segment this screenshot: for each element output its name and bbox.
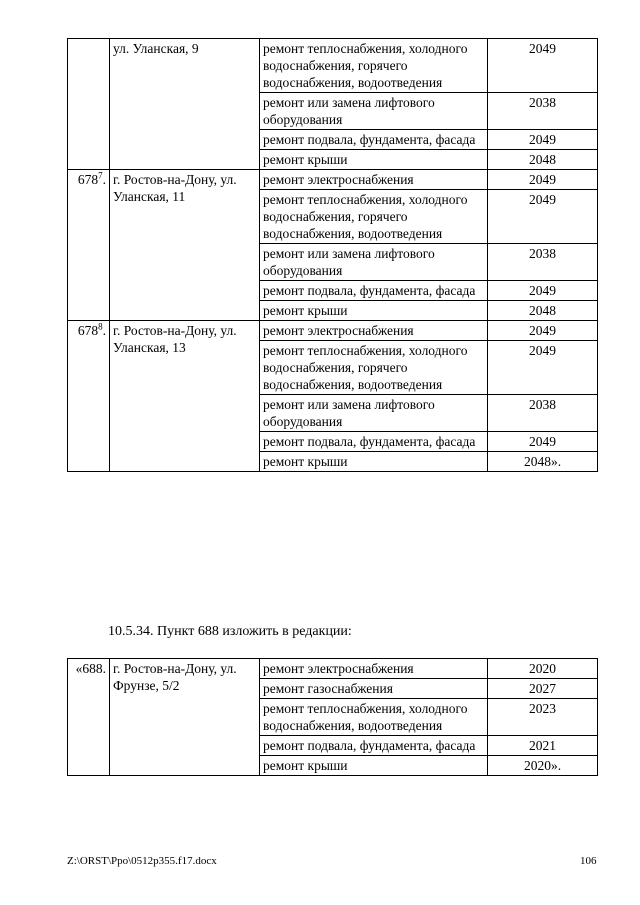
work-type-cell: ремонт крыши [260,150,488,170]
year-cell: 2038 [488,244,598,281]
amendment-paragraph: 10.5.34. Пункт 688 изложить в редакции: [108,624,352,639]
work-type-cell: ремонт подвала, фундамента, фасада [260,736,488,756]
table-row [68,321,598,341]
address-cell: г. Ростов-на-Дону, ул. Уланская, 13 [110,321,260,472]
year-cell: 2048». [488,452,598,472]
works-table-continued [67,38,598,472]
year-cell: 2020». [488,756,598,776]
work-type-cell: ремонт подвала, фундамента, фасада [260,281,488,301]
work-type-cell: ремонт или замена лифтового оборудования [260,395,488,432]
work-type-cell: ремонт крыши [260,756,488,776]
work-type-cell: ремонт электроснабжения [260,659,488,679]
work-type-cell: ремонт теплоснабжения, холодного водоснабжения, горячего водоснабжения, водоотведения [260,39,488,93]
work-type-cell: ремонт теплоснабжения, холодного водоснабжения, водоотведения [260,699,488,736]
year-cell: 2049 [488,281,598,301]
year-cell: 2038 [488,93,598,130]
work-type-cell: ремонт крыши [260,301,488,321]
footer-page-number: 106 [580,855,597,867]
item-number-superscript: 8 [98,321,103,332]
year-cell: 2048 [488,301,598,321]
work-type-cell: ремонт подвала, фундамента, фасада [260,432,488,452]
table-row [68,39,598,93]
address-cell: г. Ростов-на-Дону, ул. Уланская, 11 [110,170,260,321]
address-cell: ул. Уланская, 9 [110,39,260,170]
item-number-superscript: 7 [98,170,103,181]
work-type-cell: ремонт теплоснабжения, холодного водоснабжения, горячего водоснабжения, водоотведения [260,341,488,395]
table-row [68,659,598,679]
item-number: 678 [77,172,99,187]
work-type-cell: ремонт электроснабжения [260,170,488,190]
work-type-cell: ремонт или замена лифтового оборудования [260,93,488,130]
year-cell: 2023 [488,699,598,736]
year-cell: 2049 [488,39,598,93]
work-type-cell: ремонт подвала, фундамента, фасада [260,130,488,150]
works-table-688 [67,658,598,776]
year-cell: 2049 [488,190,598,244]
work-type-cell: ремонт теплоснабжения, холодного водоснабжения, горячего водоснабжения, водоотведения [260,190,488,244]
year-cell: 2027 [488,679,598,699]
year-cell: 2038 [488,395,598,432]
work-type-cell: ремонт газоснабжения [260,679,488,699]
work-type-cell: ремонт или замена лифтового оборудования [260,244,488,281]
item-number-cell [68,39,110,170]
year-cell: 2049 [488,321,598,341]
year-cell: 2049 [488,170,598,190]
item-number-suffix: . [102,323,106,338]
year-cell: 2049 [488,341,598,395]
year-cell: 2048 [488,150,598,170]
item-number: «688. [75,661,106,676]
year-cell: 2020 [488,659,598,679]
item-number-cell [68,659,110,776]
item-number-suffix: . [102,172,106,187]
item-number-cell [68,321,110,472]
footer-file-path: Z:\ORST\Ppo\0512p355.f17.docx [67,855,217,867]
table-row [68,170,598,190]
item-number: 678 [77,323,99,338]
item-number-cell [68,170,110,321]
work-type-cell: ремонт крыши [260,452,488,472]
year-cell: 2049 [488,130,598,150]
address-cell: г. Ростов-на-Дону, ул. Фрунзе, 5/2 [110,659,260,776]
year-cell: 2049 [488,432,598,452]
work-type-cell: ремонт электроснабжения [260,321,488,341]
year-cell: 2021 [488,736,598,756]
